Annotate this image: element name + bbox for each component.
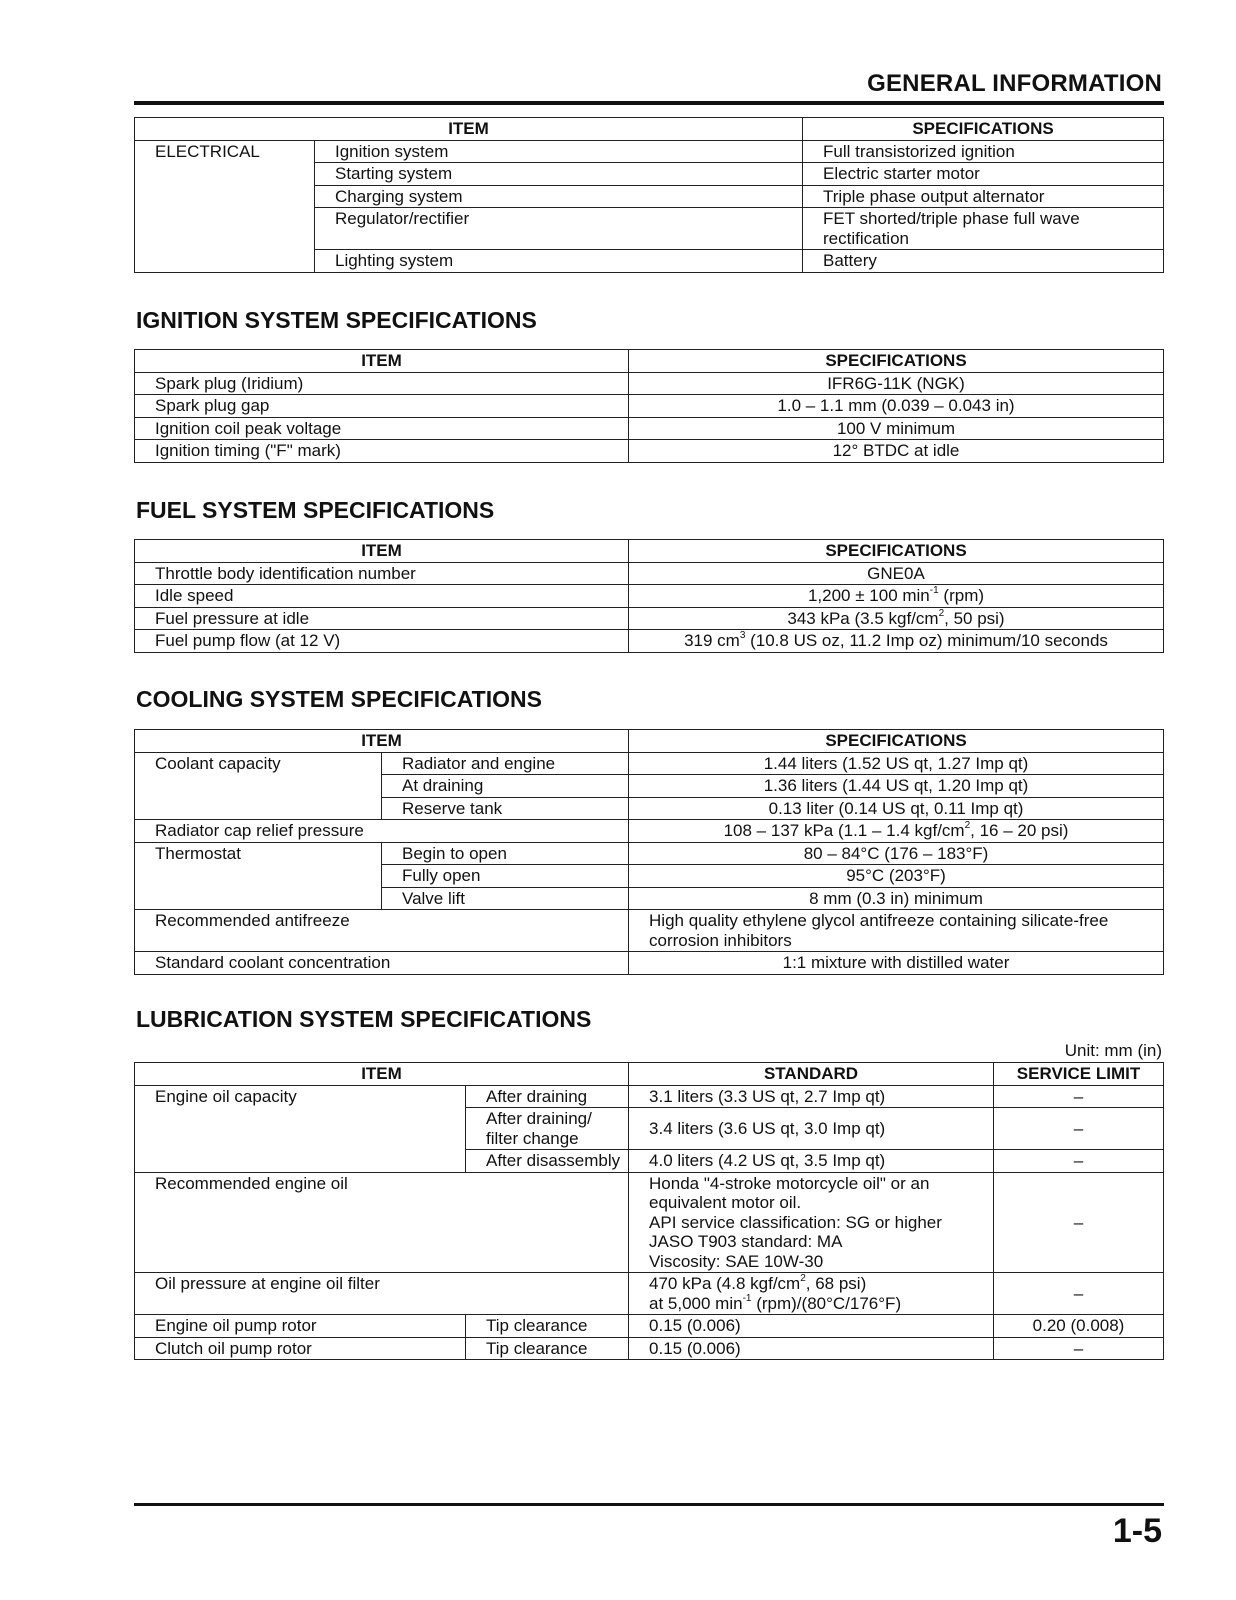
table-header-row [135, 540, 1164, 563]
limit-cell: – [994, 1172, 1164, 1273]
spec-cell: IFR6G-11K (NGK) [629, 372, 1164, 395]
spec-cell: 1.44 liters (1.52 US qt, 1.27 Imp qt) [629, 752, 1164, 775]
standard-text: , 68 psi) [805, 1274, 867, 1293]
table-row [135, 1172, 1164, 1273]
standard-line [649, 1294, 993, 1314]
standard-line: Viscosity: SAE 10W-30 [649, 1251, 824, 1271]
standard-cell [629, 1273, 994, 1315]
spec-text: 319 cm [684, 631, 740, 650]
sub-item-cell: At draining [382, 775, 629, 798]
spec-cell: FET shorted/triple phase full wave rectification [803, 208, 1164, 250]
spec-cell: Battery [803, 250, 1164, 273]
item-cell: Starting system [315, 163, 803, 186]
limit-cell: – [994, 1085, 1164, 1108]
table-row [135, 372, 1164, 395]
sub-item-cell: Tip clearance [466, 1315, 629, 1338]
table-row [135, 140, 1164, 163]
sub-item-cell: Fully open [382, 865, 629, 888]
item-cell: Ignition system [315, 140, 803, 163]
superscript: 2 [964, 820, 971, 832]
table-row [135, 1085, 1164, 1108]
spec-text: 1,200 ± 100 min [807, 586, 930, 605]
item-header: ITEM [135, 1063, 629, 1086]
spec-cell: 0.13 liter (0.14 US qt, 0.11 Imp qt) [629, 797, 1164, 820]
table-row [135, 585, 1164, 608]
limit-cell: – [994, 1108, 1164, 1150]
ignition-section-title: IGNITION SYSTEM SPECIFICATIONS [136, 307, 537, 333]
item-header: ITEM [135, 118, 803, 141]
spec-cell: 100 V minimum [629, 417, 1164, 440]
spec-cell: GNE0A [629, 562, 1164, 585]
sub-item-cell: After draining/ filter change [466, 1108, 629, 1150]
spec-cell: 1.36 liters (1.44 US qt, 1.20 Imp qt) [629, 775, 1164, 798]
table-row [135, 910, 1164, 952]
spec-text: 343 kPa (3.5 kgf/cm [787, 608, 939, 628]
spec-header: SPECIFICATIONS [629, 540, 1164, 563]
standard-text: 470 kPa (4.8 kgf/cm [649, 1274, 801, 1293]
lubrication-table [134, 1062, 1164, 1360]
item-cell: Idle speed [135, 585, 629, 608]
standard-header: STANDARD [629, 1063, 994, 1086]
spec-cell: High quality ethylene glycol antifreeze containing silicate-free corrosion inhibitors [629, 910, 1164, 952]
cooling-section-title: COOLING SYSTEM SPECIFICATIONS [136, 686, 542, 712]
spec-text: (10.8 US oz, 11.2 Imp oz) minimum/10 seconds [745, 631, 1108, 650]
sub-item-cell: After draining [466, 1085, 629, 1108]
footer-rule [134, 1503, 1164, 1506]
table-row [135, 607, 1164, 630]
limit-cell: 0.20 (0.008) [994, 1315, 1164, 1338]
page-number: 1-5 [1112, 1512, 1162, 1550]
standard-cell [629, 1172, 994, 1273]
spec-cell [629, 607, 1164, 630]
superscript: -1 [929, 585, 939, 597]
sub-item-cell: Tip clearance [466, 1337, 629, 1360]
table-header-row [135, 1063, 1164, 1086]
item-cell: Standard coolant concentration [135, 952, 629, 975]
table-row [135, 562, 1164, 585]
fuel-table [134, 539, 1164, 653]
item-cell: Charging system [315, 185, 803, 208]
spec-cell: 1.0 – 1.1 mm (0.039 – 0.043 in) [629, 395, 1164, 418]
spec-cell: Triple phase output alternator [803, 185, 1164, 208]
spec-header: SPECIFICATIONS [629, 350, 1164, 373]
lubrication-section-title: LUBRICATION SYSTEM SPECIFICATIONS [136, 1006, 592, 1032]
limit-cell: – [994, 1150, 1164, 1173]
item-cell: Throttle body identification number [135, 562, 629, 585]
table-row [135, 820, 1164, 843]
table-row [135, 842, 1164, 865]
table-row [135, 417, 1164, 440]
item-header: ITEM [135, 540, 629, 563]
table-row [135, 952, 1164, 975]
spec-cell: 12° BTDC at idle [629, 440, 1164, 463]
item-cell: Recommended engine oil [135, 1172, 629, 1273]
table-row [135, 1315, 1164, 1338]
item-cell: Lighting system [315, 250, 803, 273]
sub-item-cell: Begin to open [382, 842, 629, 865]
table-row [135, 1273, 1164, 1315]
standard-cell: 3.1 liters (3.3 US qt, 2.7 Imp qt) [629, 1085, 994, 1108]
item-header: ITEM [135, 350, 629, 373]
superscript: 2 [938, 607, 945, 619]
standard-line: API service classification: SG or higher [649, 1212, 942, 1232]
item-cell: Engine oil pump rotor [135, 1315, 466, 1338]
standard-cell: 0.15 (0.006) [629, 1315, 994, 1338]
table-row [135, 630, 1164, 653]
item-cell: Recommended antifreeze [135, 910, 629, 952]
cooling-table [134, 729, 1164, 975]
item-cell: Spark plug (Iridium) [135, 372, 629, 395]
item-cell: Ignition coil peak voltage [135, 417, 629, 440]
limit-cell: – [994, 1273, 1164, 1315]
spec-cell: 80 – 84°C (176 – 183°F) [629, 842, 1164, 865]
service-limit-header: SERVICE LIMIT [994, 1063, 1164, 1086]
spec-cell [629, 630, 1164, 653]
spec-cell: 1:1 mixture with distilled water [629, 952, 1164, 975]
table-row [135, 440, 1164, 463]
standard-line: JASO T903 standard: MA [649, 1232, 843, 1251]
standard-cell: 4.0 liters (4.2 US qt, 3.5 Imp qt) [629, 1150, 994, 1173]
ignition-table [134, 349, 1164, 463]
spec-cell: 95°C (203°F) [629, 865, 1164, 888]
standard-cell: 0.15 (0.006) [629, 1337, 994, 1360]
item-cell: Fuel pressure at idle [135, 607, 629, 630]
unit-note: Unit: mm (in) [1064, 1041, 1162, 1060]
page-header-title: GENERAL INFORMATION [867, 70, 1162, 97]
sub-item-cell: Reserve tank [382, 797, 629, 820]
group-label: ELECTRICAL [135, 140, 315, 272]
item-cell: Engine oil capacity [135, 1085, 466, 1172]
superscript: 2 [800, 1273, 806, 1285]
table-row [135, 752, 1164, 775]
fuel-section-title: FUEL SYSTEM SPECIFICATIONS [136, 497, 495, 523]
table-row [135, 395, 1164, 418]
limit-cell: – [994, 1337, 1164, 1360]
spec-text: 108 – 137 kPa (1.1 – 1.4 kgf/cm [723, 821, 965, 840]
table-header-row [135, 350, 1164, 373]
superscript: 3 [739, 630, 746, 642]
spec-cell: Full transistorized ignition [803, 140, 1164, 163]
spec-cell: 8 mm (0.3 in) minimum [629, 887, 1164, 910]
superscript: -1 [742, 1292, 752, 1304]
sub-item-cell: After disassembly [466, 1150, 629, 1173]
item-cell: Thermostat [135, 842, 382, 910]
spec-header: SPECIFICATIONS [803, 118, 1164, 141]
spec-cell [629, 820, 1164, 843]
item-cell: Oil pressure at engine oil filter [135, 1273, 629, 1315]
sub-item-cell: Radiator and engine [382, 752, 629, 775]
spec-text: , 16 – 20 psi) [970, 821, 1069, 840]
item-cell: Coolant capacity [135, 752, 382, 820]
standard-line: Honda "4-stroke motorcycle oil" or an equivalent motor oil. [649, 1173, 930, 1212]
item-cell: Spark plug gap [135, 395, 629, 418]
electrical-table [134, 117, 1164, 273]
spec-text: , 50 psi) [944, 608, 1005, 628]
item-cell: Fuel pump flow (at 12 V) [135, 630, 629, 653]
table-header-row [135, 730, 1164, 753]
standard-cell: 3.4 liters (3.6 US qt, 3.0 Imp qt) [629, 1108, 994, 1150]
item-cell: Radiator cap relief pressure [135, 820, 629, 843]
standard-text: (rpm)/(80°C/176°F) [751, 1293, 902, 1313]
standard-line [649, 1274, 993, 1294]
table-row [135, 1337, 1164, 1360]
spec-header: SPECIFICATIONS [629, 730, 1164, 753]
table-header-row [135, 118, 1164, 141]
spec-text: (rpm) [938, 586, 985, 605]
item-header: ITEM [135, 730, 629, 753]
item-cell: Regulator/rectifier [315, 208, 803, 250]
item-cell: Clutch oil pump rotor [135, 1337, 466, 1360]
spec-cell: Electric starter motor [803, 163, 1164, 186]
standard-text: at 5,000 min [649, 1293, 743, 1313]
sub-item-cell: Valve lift [382, 887, 629, 910]
spec-cell [629, 585, 1164, 608]
item-cell: Ignition timing ("F" mark) [135, 440, 629, 463]
header-rule [134, 101, 1164, 105]
